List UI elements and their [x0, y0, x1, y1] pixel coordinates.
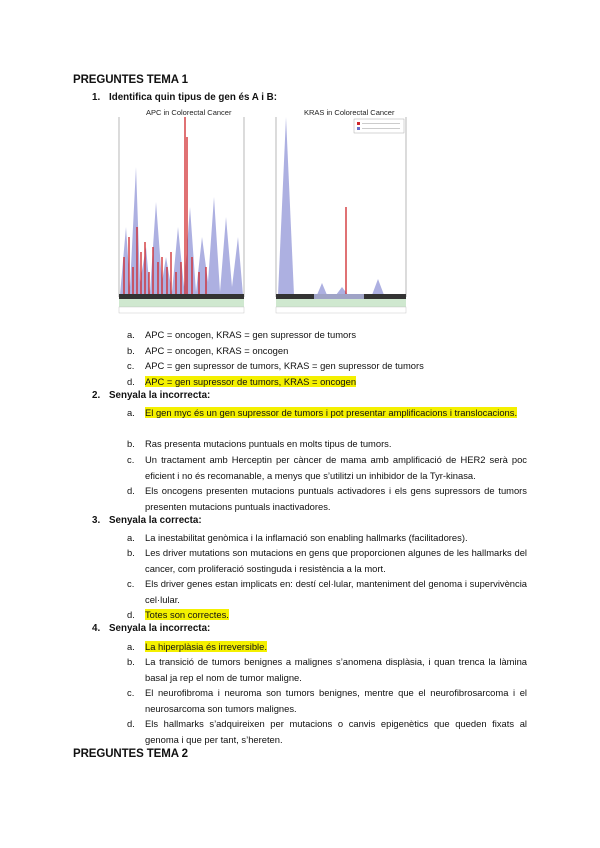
option-letter: c. — [127, 360, 135, 371]
mutation-figure — [114, 107, 419, 320]
option-text: APC = oncogen, KRAS = oncogen — [145, 345, 289, 356]
question-text: Identifica quin tipus de gen és A i B: — [109, 92, 278, 103]
option-letter: a. — [127, 532, 135, 543]
option-text: Els hallmarks s’adquireixen per mutacions o canvis epigenètics que queden fixats al genoma i que per tant, s’hereten. — [145, 718, 527, 745]
option-text: APC = gen supressor de tumors, KRAS = gen supressor de tumors — [145, 360, 424, 371]
option-letter: a. — [127, 641, 135, 652]
option-text: La inestabilitat genòmica i la inflamació son enabling hallmarks (facilitadores). — [145, 532, 468, 543]
option-letter: b. — [127, 345, 135, 356]
panel-kras — [272, 107, 419, 320]
option-text: La transició de tumors benignes a malignes s’anomena displàsia, i quan trenca la làmina basal ja rep el nom de tumor maligne. — [145, 656, 527, 683]
option-3d[interactable] — [127, 607, 527, 623]
option-letter: d. — [127, 376, 135, 387]
option-1a[interactable] — [127, 327, 527, 343]
section-heading-tema-1: PREGUNTES TEMA 1 — [73, 74, 188, 86]
option-letter: b. — [127, 656, 135, 667]
question-number: 1. — [92, 92, 101, 103]
question-number: 2. — [92, 390, 101, 401]
question-1 — [92, 92, 532, 103]
option-letter: d. — [127, 718, 135, 729]
panel-apc-title: APC in Colorectal Cancer — [146, 108, 232, 117]
option-1d[interactable] — [127, 374, 527, 390]
question-2 — [92, 390, 532, 401]
option-text: Les driver mutations son mutacions en gens que proporcionen algunes de les hallmarks del cancer, com proliferació sostinguda i resistència a la mort. — [145, 547, 527, 574]
option-2c[interactable] — [127, 452, 527, 483]
option-2b[interactable] — [127, 436, 527, 452]
option-3c[interactable] — [127, 576, 527, 607]
option-letter: d. — [127, 485, 135, 496]
panel-apc — [114, 107, 264, 320]
option-text: APC = oncogen, KRAS = gen supressor de tumors — [145, 329, 357, 340]
option-letter: c. — [127, 454, 135, 465]
option-text-highlighted: La hiperplàsia és irreversible. — [145, 641, 267, 652]
option-text: Els oncogens presenten mutacions puntuals activadores i els gens supressors de tumors presenten mutacions puntuals inactivadores. — [145, 485, 527, 512]
question-text: Senyala la correcta: — [109, 515, 202, 526]
option-text-highlighted: El gen myc és un gen supressor de tumors i pot presentar amplificacions i translocacions. — [145, 407, 518, 418]
panel-kras-title: KRAS in Colorectal Cancer — [304, 108, 395, 117]
option-text: Un tractament amb Herceptin per càncer de mama amb amplificació de HER2 serà poc eficient i no és recomanable, a menys que s’utilitzi un inhibidor de la Tyr-kinasa. — [145, 454, 527, 481]
option-3a[interactable] — [127, 530, 527, 546]
option-4c[interactable] — [127, 685, 527, 716]
option-1b[interactable] — [127, 343, 527, 359]
question-number: 3. — [92, 515, 101, 526]
option-4a[interactable] — [127, 639, 527, 655]
question-text: Senyala la incorrecta: — [109, 390, 211, 401]
option-letter: a. — [127, 407, 135, 418]
question-4 — [92, 623, 532, 634]
option-3b[interactable] — [127, 545, 527, 576]
option-text-highlighted: Totes son correctes. — [145, 609, 229, 620]
option-1c[interactable] — [127, 358, 527, 374]
option-letter: d. — [127, 609, 135, 620]
option-text: Els driver genes estan implicats en: destí cel·lular, manteniment del genoma i supervivència cel·lular. — [145, 578, 527, 605]
option-2a[interactable] — [127, 405, 527, 421]
option-text: Ras presenta mutacions puntuals en molts tipus de tumors. — [145, 438, 392, 449]
option-letter: b. — [127, 547, 135, 558]
option-letter: b. — [127, 438, 135, 449]
section-heading-tema-2: PREGUNTES TEMA 2 — [73, 748, 188, 760]
question-text: Senyala la incorrecta: — [109, 623, 211, 634]
option-4b[interactable] — [127, 654, 527, 685]
option-text-highlighted: APC = gen supressor de tumors, KRAS = oncogen — [145, 376, 357, 387]
question-3 — [92, 515, 532, 526]
option-letter: a. — [127, 329, 135, 340]
option-2d[interactable] — [127, 483, 527, 514]
option-letter: c. — [127, 687, 135, 698]
option-4d[interactable] — [127, 716, 527, 747]
question-number: 4. — [92, 623, 101, 634]
option-text: El neurofibroma i neuroma son tumors benignes, mentre que el neurofibrosarcoma i el neurosarcoma son tumors malignes. — [145, 687, 527, 714]
option-letter: c. — [127, 578, 135, 589]
